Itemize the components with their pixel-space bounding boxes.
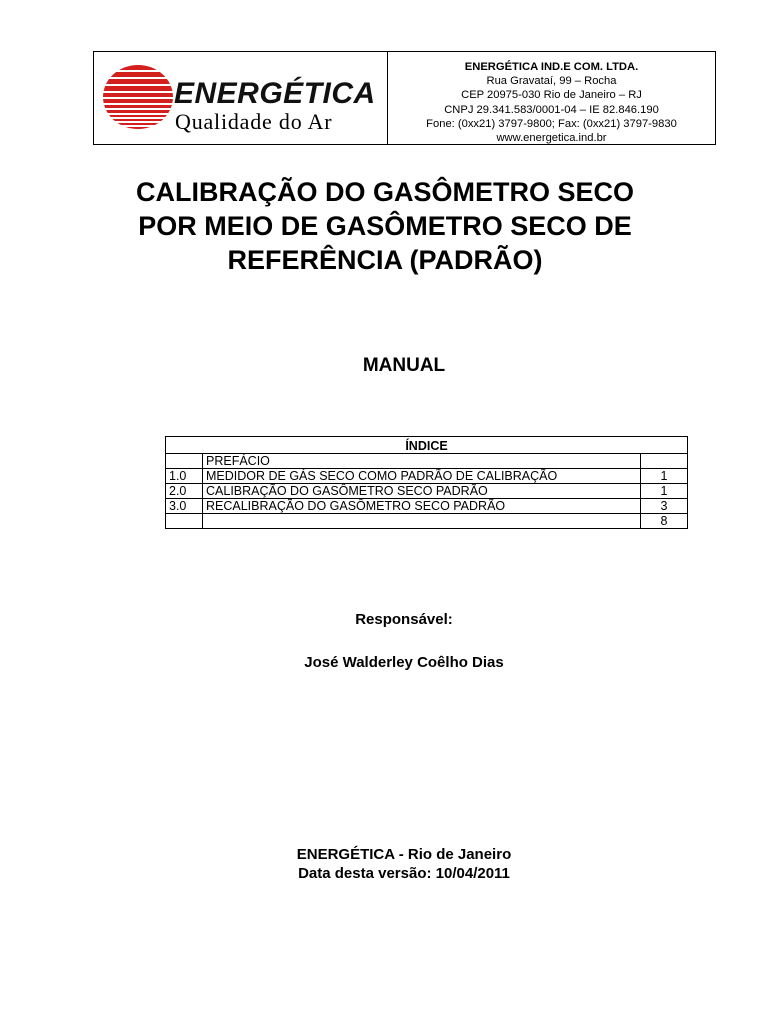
company-cep: CEP 20975-030 Rio de Janeiro – RJ (461, 89, 642, 102)
footer-version: Data desta versão: 10/04/2011 (298, 865, 510, 882)
table-row (166, 499, 688, 514)
title-line-3: REFERÊNCIA (PADRÃO) (227, 245, 543, 275)
company-cnpj: CNPJ 29.341.583/0001-04 – IE 82.846.190 (444, 103, 659, 116)
index-number: 2.0 (166, 484, 203, 499)
index-label: RECALIBRAÇÃO DO GASÔMETRO SECO PADRÃO (203, 499, 641, 514)
index-page: 3 (641, 499, 688, 514)
footer-location: ENERGÉTICA - Rio de Janeiro (296, 846, 512, 863)
index-preface-row (166, 454, 688, 469)
index-table (165, 436, 688, 529)
company-website: www.energetica.ind.br (496, 132, 607, 145)
index-label: MEDIDOR DE GÁS SECO COMO PADRÃO DE CALIBRAÇÃO (203, 469, 641, 484)
index-page: 1 (641, 469, 688, 484)
index-number: 3.0 (166, 499, 203, 514)
table-row (166, 469, 688, 484)
company-phone: Fone: (0xx21) 3797-9800; Fax: (0xx21) 3797-9830 (426, 117, 677, 130)
title-line-2: POR MEIO DE GASÔMETRO SECO DE (138, 211, 632, 241)
responsible-name: José Walderley Coêlho Dias (304, 654, 504, 671)
document-title (0, 175, 770, 277)
responsible-label: Responsável: (355, 611, 453, 628)
table-row (166, 484, 688, 499)
company-info (388, 52, 715, 144)
index-number: 1.0 (166, 469, 203, 484)
index-preface: PREFÁCIO (203, 454, 641, 469)
index-label (203, 514, 641, 529)
globe-logo-icon (102, 64, 174, 130)
company-logo (94, 52, 388, 144)
letterhead (93, 51, 716, 145)
logo-name: ENERGÉTICA (174, 77, 376, 110)
table-row (166, 514, 688, 529)
index-page: 1 (641, 484, 688, 499)
index-number (166, 514, 203, 529)
company-name: ENERGÉTICA IND.E COM. LTDA. (464, 61, 639, 73)
document-footer (0, 845, 770, 883)
title-line-1: CALIBRAÇÃO DO GASÔMETRO SECO (135, 177, 634, 207)
index-label: CALIBRAÇÃO DO GASÔMETRO SECO PADRÃO (203, 484, 641, 499)
logo-tagline: Qualidade do Ar (175, 109, 333, 134)
index-heading: ÍNDICE (166, 437, 688, 454)
index-page: 8 (641, 514, 688, 529)
document-type: MANUAL (362, 355, 446, 376)
company-address: Rua Gravataí, 99 – Rocha (486, 75, 617, 88)
